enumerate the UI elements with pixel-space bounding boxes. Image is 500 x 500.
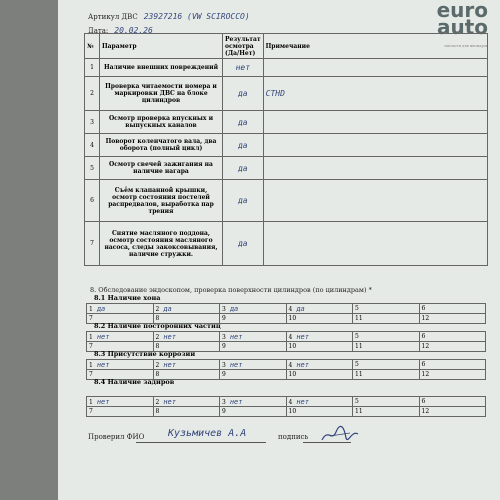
row-param: Осмотр проверка впускных и выпускных каналов bbox=[100, 111, 223, 134]
cyl-num: 5 bbox=[355, 361, 359, 368]
cyl-value: нет bbox=[163, 397, 176, 406]
table-row bbox=[85, 222, 488, 266]
cyl-num: 12 bbox=[419, 342, 486, 352]
row-note: CTHD bbox=[265, 89, 285, 98]
cyl-num: 1 bbox=[89, 398, 93, 406]
cyl-value: да bbox=[296, 304, 305, 313]
row-number: 4 bbox=[85, 134, 100, 157]
euroauto-logo bbox=[358, 0, 488, 39]
row-number: 2 bbox=[85, 77, 100, 111]
cyl-num: 5 bbox=[355, 305, 359, 312]
cyl-num: 3 bbox=[222, 333, 226, 341]
checker-underline bbox=[136, 442, 266, 443]
cyl-num: 6 bbox=[421, 333, 426, 340]
table-row bbox=[85, 77, 488, 111]
cyl-num: 3 bbox=[222, 361, 226, 369]
cyl-num: 10 bbox=[286, 407, 353, 417]
cyl-num: 10 bbox=[286, 342, 353, 352]
col-header-note: Примечание bbox=[263, 34, 487, 59]
cyl-num: 10 bbox=[286, 314, 353, 324]
table-row bbox=[85, 59, 488, 77]
row-result: да bbox=[237, 140, 248, 150]
cyl-num: 7 bbox=[87, 314, 154, 324]
table-row bbox=[87, 304, 486, 314]
date-value: 20.02.26 bbox=[114, 26, 153, 35]
row-result: да bbox=[237, 196, 248, 205]
cyl-value: да bbox=[163, 304, 172, 313]
cyl-num: 4 bbox=[288, 361, 293, 369]
row-number: 1 bbox=[85, 59, 100, 77]
article-label: Артикул ДВС bbox=[88, 13, 138, 21]
cyl-num: 3 bbox=[222, 398, 226, 406]
cyl-num: 7 bbox=[87, 370, 154, 380]
table-header-row bbox=[85, 34, 488, 59]
cyl-num: 11 bbox=[353, 314, 420, 324]
cyl-value: да bbox=[229, 304, 239, 313]
subsection-label: 8.1 Наличие хона bbox=[94, 294, 161, 302]
row-param: Проверка читаемости номера и маркировки ДВС на блоке цилиндров bbox=[100, 77, 223, 111]
cyl-num: 8 bbox=[153, 342, 220, 352]
cylinder-grid-particles bbox=[86, 331, 486, 352]
cylinder-grid-corrosion bbox=[86, 359, 486, 380]
checker-label: Проверил ФИО bbox=[88, 433, 145, 441]
cyl-num: 11 bbox=[353, 342, 420, 352]
cyl-num: 2 bbox=[155, 361, 160, 369]
cyl-num: 9 bbox=[220, 342, 287, 352]
table-row bbox=[87, 332, 486, 342]
table-row bbox=[87, 407, 486, 417]
cyl-num: 11 bbox=[353, 407, 420, 417]
inspection-sheet bbox=[58, 0, 500, 500]
subsection-label: 8.3 Присутствие коррозии bbox=[94, 350, 196, 358]
row-number: 7 bbox=[85, 222, 100, 266]
row-result: нет bbox=[235, 63, 251, 72]
row-result: да bbox=[237, 117, 248, 127]
col-header-number: № bbox=[85, 34, 100, 59]
cyl-num: 12 bbox=[419, 370, 486, 380]
cyl-value: нет bbox=[163, 332, 176, 341]
cyl-value: нет bbox=[229, 397, 243, 406]
cyl-value: нет bbox=[96, 360, 110, 369]
logo-tagline: запчасти для иномарок bbox=[444, 44, 488, 48]
cyl-num: 1 bbox=[89, 333, 93, 341]
col-header-param: Параметр bbox=[100, 34, 223, 59]
col-header-result: Результат осмотра (Да/Нет) bbox=[223, 34, 264, 59]
table-row bbox=[87, 397, 486, 407]
cyl-value: да bbox=[96, 304, 106, 313]
date-label: Дата: bbox=[88, 27, 109, 35]
checker-name: Кузьмичев А.А bbox=[168, 428, 247, 439]
cyl-value: нет bbox=[296, 332, 309, 341]
table-row bbox=[85, 157, 488, 180]
cyl-num: 5 bbox=[355, 333, 359, 340]
logo-line1: euro bbox=[436, 0, 488, 22]
table-row bbox=[85, 134, 488, 157]
inspection-table bbox=[84, 33, 488, 266]
cyl-num: 8 bbox=[153, 407, 220, 417]
cyl-num: 4 bbox=[288, 398, 293, 406]
section8-title: 8. Обследование эндоскопом, проверка поверхности цилиндров (по цилиндрам) * bbox=[90, 286, 372, 294]
cyl-num: 7 bbox=[87, 342, 154, 352]
cyl-num: 6 bbox=[421, 398, 426, 405]
cyl-num: 2 bbox=[155, 333, 160, 341]
row-param: Поворот коленчатого вала, два оборота (полный цикл) bbox=[100, 134, 223, 157]
row-result: да bbox=[237, 163, 248, 173]
cyl-num: 9 bbox=[220, 314, 287, 324]
article-line bbox=[88, 12, 250, 21]
cyl-value: нет bbox=[296, 360, 309, 369]
cyl-num: 5 bbox=[355, 398, 359, 405]
cyl-num: 11 bbox=[353, 370, 420, 380]
cyl-value: нет bbox=[296, 397, 309, 406]
cyl-num: 10 bbox=[286, 370, 353, 380]
cyl-num: 8 bbox=[153, 370, 220, 380]
signature-label: подпись bbox=[278, 433, 309, 441]
cyl-value: нет bbox=[229, 332, 243, 341]
cyl-num: 7 bbox=[87, 407, 154, 417]
subsection-label: 8.4 Наличие задиров bbox=[94, 378, 175, 386]
logo-line2: auto bbox=[436, 15, 488, 39]
row-number: 6 bbox=[85, 180, 100, 222]
cyl-value: нет bbox=[163, 360, 176, 369]
cyl-value: нет bbox=[96, 332, 110, 341]
table-row bbox=[85, 111, 488, 134]
table-row bbox=[85, 180, 488, 222]
cyl-num: 9 bbox=[220, 407, 287, 417]
cyl-num: 12 bbox=[419, 314, 486, 324]
cyl-num: 2 bbox=[155, 305, 160, 313]
cylinder-grid-scoring bbox=[86, 396, 486, 417]
cyl-num: 12 bbox=[419, 407, 486, 417]
cyl-num: 4 bbox=[288, 333, 293, 341]
row-result: да bbox=[237, 239, 248, 248]
cyl-num: 6 bbox=[421, 361, 426, 368]
cyl-num: 3 bbox=[222, 305, 226, 313]
signature-mark bbox=[320, 424, 360, 446]
row-result: да bbox=[237, 89, 248, 98]
row-number: 5 bbox=[85, 157, 100, 180]
cyl-value: нет bbox=[96, 397, 110, 406]
row-param: Наличие внешних повреждений bbox=[100, 59, 223, 77]
row-param: Съём клапанной крышки, осмотр состояния постелей распредвалов, выработка пар трения bbox=[100, 180, 223, 222]
cyl-num: 4 bbox=[288, 305, 293, 313]
row-param: Осмотр свечей зажигания на наличие нагара bbox=[100, 157, 223, 180]
table-row bbox=[87, 360, 486, 370]
cyl-num: 8 bbox=[153, 314, 220, 324]
cylinder-grid-hone bbox=[86, 303, 486, 324]
cyl-num: 1 bbox=[89, 361, 93, 369]
cyl-value: нет bbox=[229, 360, 243, 369]
cyl-num: 2 bbox=[155, 398, 160, 406]
cyl-num: 1 bbox=[89, 305, 93, 313]
article-value: 23927216 (VW SCIROCCO) bbox=[143, 12, 250, 21]
row-number: 3 bbox=[85, 111, 100, 134]
cyl-num: 6 bbox=[421, 305, 426, 312]
subsection-label: 8.2 Наличие посторонних частиц bbox=[94, 322, 221, 330]
row-param: Снятие масляного поддона, осмотр состояния масляного насоса, следы закоксовывания, наличие стружки. bbox=[100, 222, 223, 266]
cyl-num: 9 bbox=[220, 370, 287, 380]
